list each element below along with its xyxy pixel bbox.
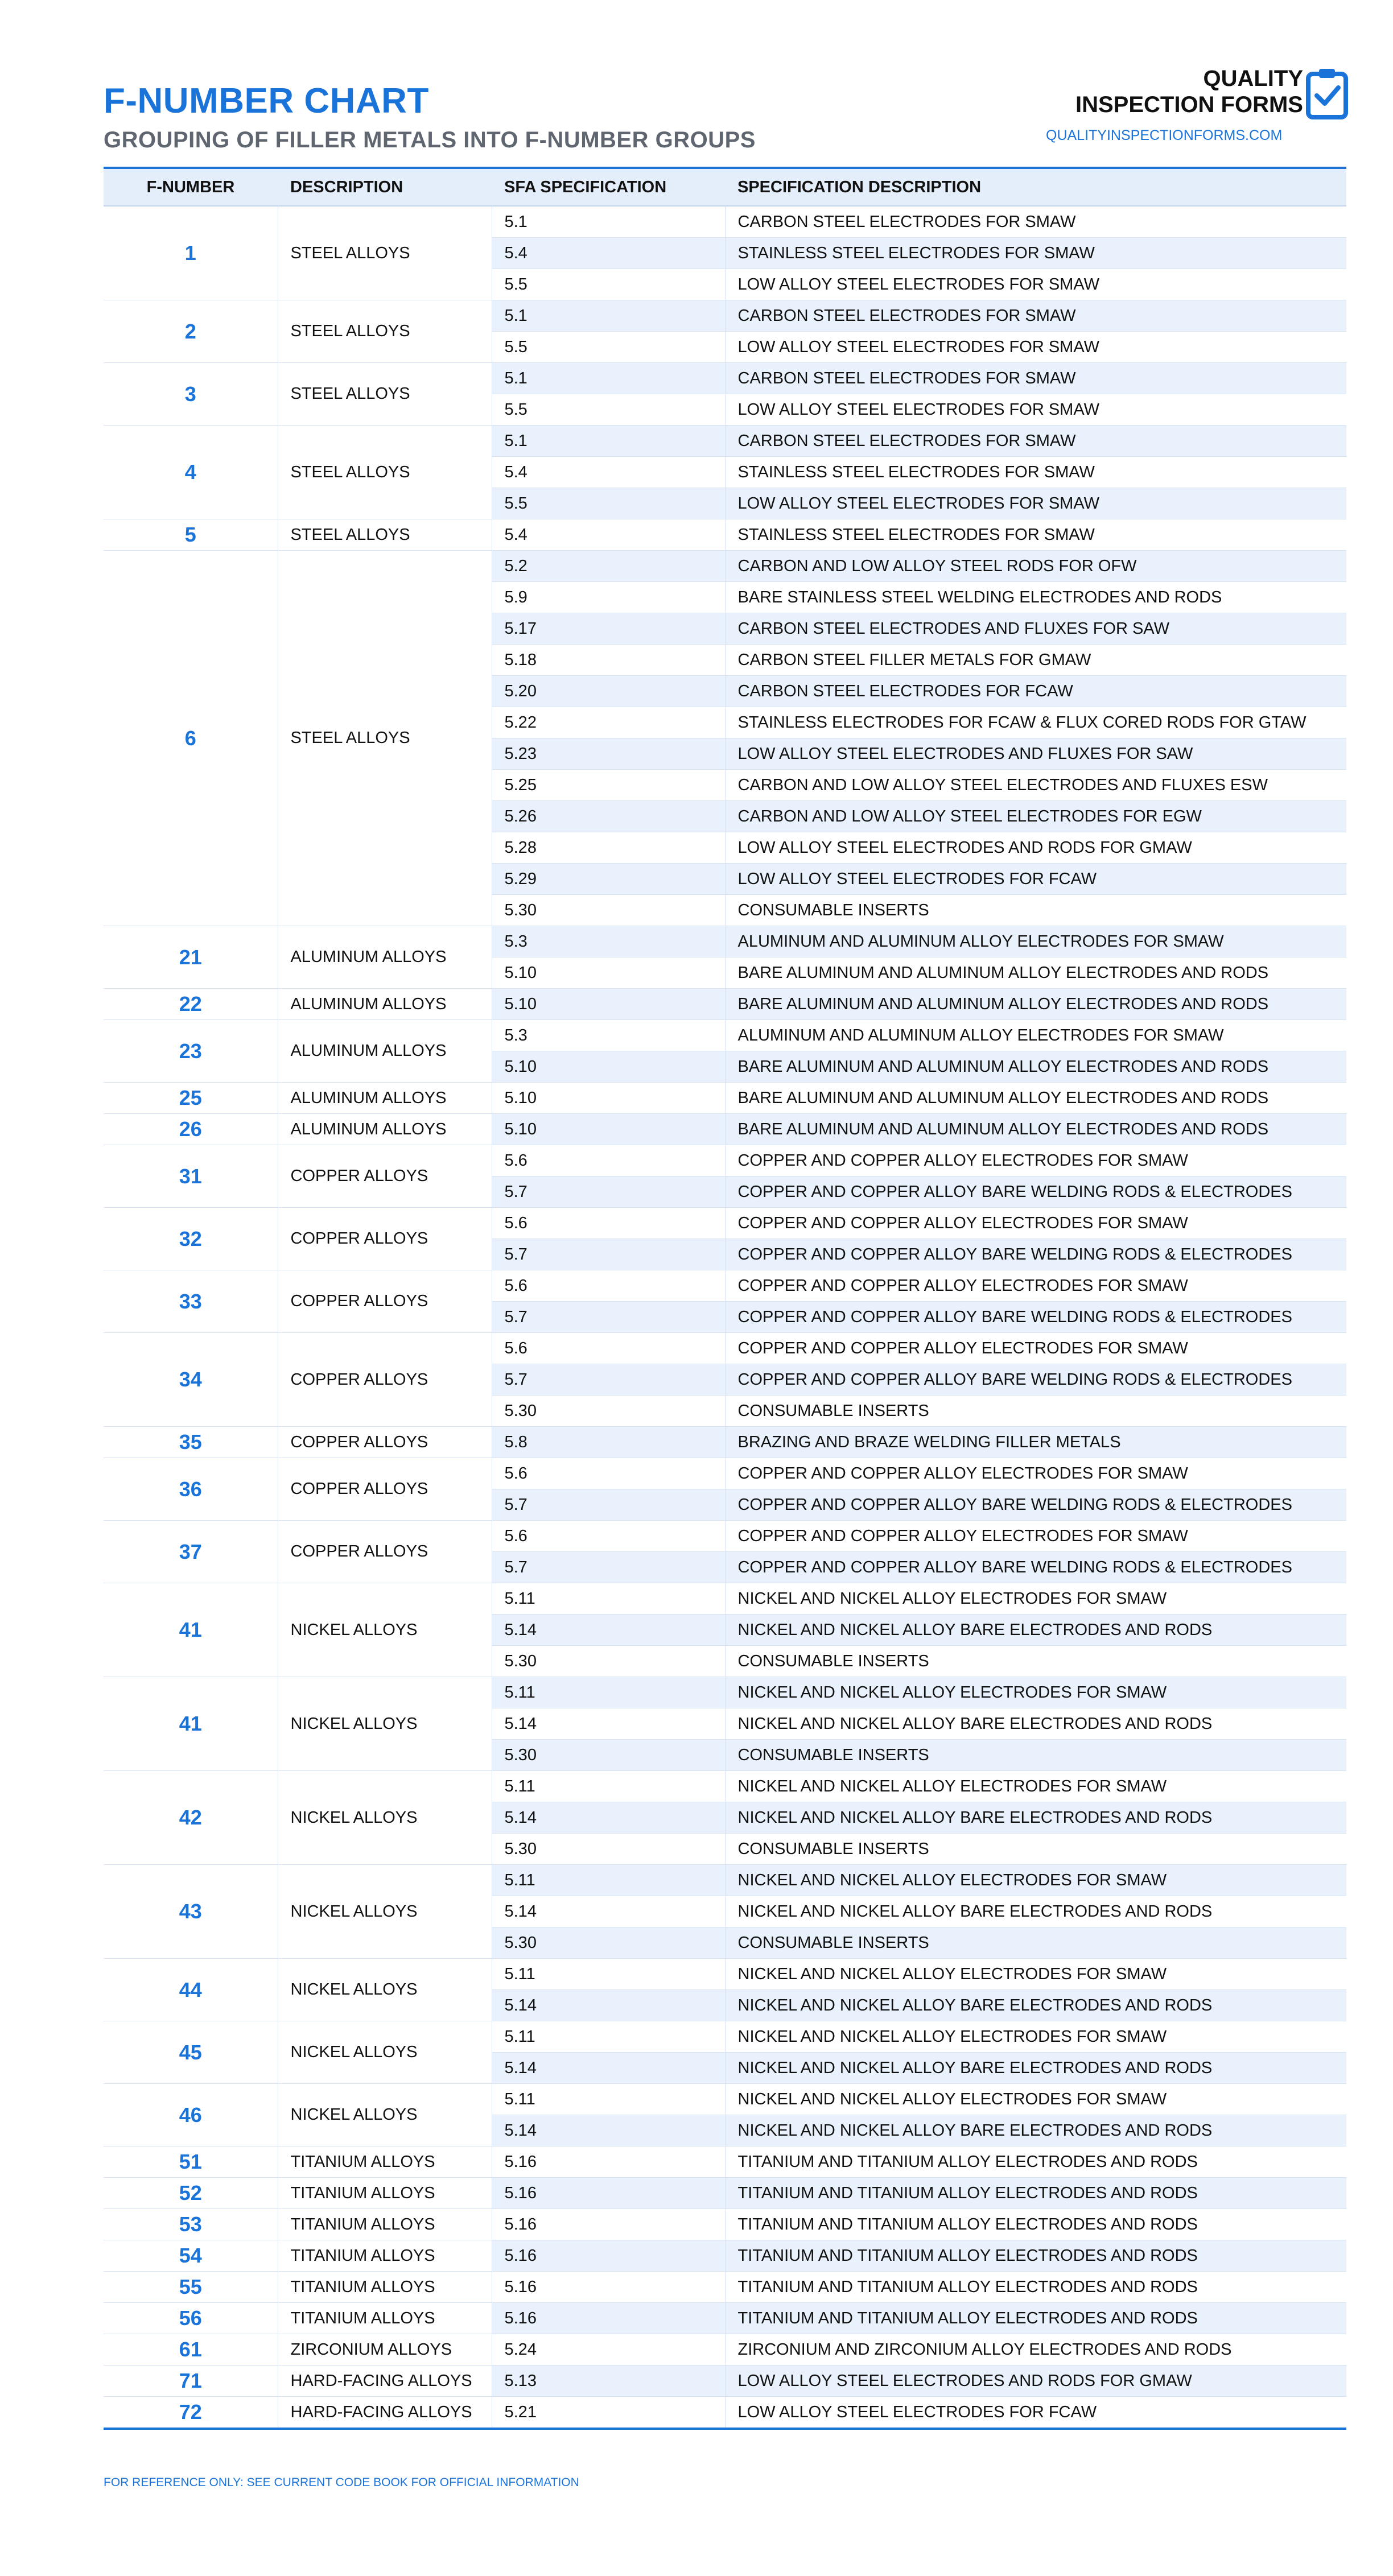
f-number-cell: 45 bbox=[104, 2021, 278, 2084]
f-number-cell: 56 bbox=[104, 2303, 278, 2334]
specification-description-cell: ALUMINUM AND ALUMINUM ALLOY ELECTRODES FOR SMAW bbox=[725, 926, 1346, 957]
sfa-specification-cell: 5.3 bbox=[492, 926, 725, 957]
specification-description-cell: CONSUMABLE INSERTS bbox=[725, 1396, 1346, 1427]
sfa-specification-cell: 5.11 bbox=[492, 1959, 725, 1990]
f-number-cell: 61 bbox=[104, 2334, 278, 2366]
f-number-cell: 55 bbox=[104, 2272, 278, 2303]
specification-description-cell: CARBON AND LOW ALLOY STEEL ELECTRODES AND FLUXES ESW bbox=[725, 770, 1346, 801]
specification-description-cell: COPPER AND COPPER ALLOY ELECTRODES FOR SMAW bbox=[725, 1270, 1346, 1302]
f-number-cell: 53 bbox=[104, 2209, 278, 2240]
f-number-cell: 22 bbox=[104, 989, 278, 1020]
sfa-specification-cell: 5.7 bbox=[492, 1239, 725, 1270]
table-row bbox=[104, 1427, 1346, 1458]
specification-description-cell: TITANIUM AND TITANIUM ALLOY ELECTRODES AND RODS bbox=[725, 2272, 1346, 2303]
description-cell: ALUMINUM ALLOYS bbox=[278, 1114, 492, 1145]
sfa-specification-cell: 5.11 bbox=[492, 1583, 725, 1615]
sfa-specification-cell: 5.14 bbox=[492, 1615, 725, 1646]
description-cell: NICKEL ALLOYS bbox=[278, 1677, 492, 1771]
description-cell: NICKEL ALLOYS bbox=[278, 1959, 492, 2021]
specification-description-cell: NICKEL AND NICKEL ALLOY ELECTRODES FOR SMAW bbox=[725, 1865, 1346, 1896]
specification-description-cell: BARE ALUMINUM AND ALUMINUM ALLOY ELECTRODES AND RODS bbox=[725, 1051, 1346, 1083]
f-number-cell: 52 bbox=[104, 2178, 278, 2209]
f-number-cell: 41 bbox=[104, 1583, 278, 1677]
f-number-table bbox=[104, 167, 1346, 2430]
f-number-cell: 41 bbox=[104, 1677, 278, 1771]
table-row bbox=[104, 1083, 1346, 1114]
description-cell: STEEL ALLOYS bbox=[278, 519, 492, 551]
specification-description-cell: NICKEL AND NICKEL ALLOY BARE ELECTRODES AND RODS bbox=[725, 1802, 1346, 1834]
sfa-specification-cell: 5.5 bbox=[492, 269, 725, 300]
description-cell: HARD-FACING ALLOYS bbox=[278, 2366, 492, 2397]
f-number-cell: 72 bbox=[104, 2397, 278, 2429]
table-row bbox=[104, 1458, 1346, 1489]
specification-description-cell: LOW ALLOY STEEL ELECTRODES AND RODS FOR GMAW bbox=[725, 2366, 1346, 2397]
sfa-specification-cell: 5.30 bbox=[492, 895, 725, 926]
specification-description-cell: COPPER AND COPPER ALLOY ELECTRODES FOR SMAW bbox=[725, 1145, 1346, 1176]
column-header-specification-description: SPECIFICATION DESCRIPTION bbox=[725, 168, 1346, 206]
description-cell: NICKEL ALLOYS bbox=[278, 2084, 492, 2146]
table-row bbox=[104, 2334, 1346, 2366]
table-row bbox=[104, 2366, 1346, 2397]
f-number-cell: 23 bbox=[104, 1020, 278, 1083]
specification-description-cell: TITANIUM AND TITANIUM ALLOY ELECTRODES AND RODS bbox=[725, 2303, 1346, 2334]
sfa-specification-cell: 5.16 bbox=[492, 2209, 725, 2240]
sfa-specification-cell: 5.6 bbox=[492, 1270, 725, 1302]
table-row bbox=[104, 2272, 1346, 2303]
f-number-cell: 54 bbox=[104, 2240, 278, 2272]
specification-description-cell: LOW ALLOY STEEL ELECTRODES FOR SMAW bbox=[725, 488, 1346, 519]
sfa-specification-cell: 5.8 bbox=[492, 1427, 725, 1458]
page-subtitle: GROUPING OF FILLER METALS INTO F-NUMBER GROUPS bbox=[104, 127, 756, 152]
f-number-cell: 43 bbox=[104, 1865, 278, 1959]
specification-description-cell: BARE ALUMINUM AND ALUMINUM ALLOY ELECTRODES AND RODS bbox=[725, 957, 1346, 989]
sfa-specification-cell: 5.7 bbox=[492, 1364, 725, 1396]
sfa-specification-cell: 5.30 bbox=[492, 1927, 725, 1959]
description-cell: ALUMINUM ALLOYS bbox=[278, 926, 492, 989]
sfa-specification-cell: 5.30 bbox=[492, 1646, 725, 1677]
description-cell: HARD-FACING ALLOYS bbox=[278, 2397, 492, 2429]
table-row bbox=[104, 2084, 1346, 2115]
description-cell: ZIRCONIUM ALLOYS bbox=[278, 2334, 492, 2366]
table-row bbox=[104, 1521, 1346, 1552]
description-cell: ALUMINUM ALLOYS bbox=[278, 1083, 492, 1114]
sfa-specification-cell: 5.30 bbox=[492, 1834, 725, 1865]
sfa-specification-cell: 5.10 bbox=[492, 1083, 725, 1114]
footer-note: FOR REFERENCE ONLY: SEE CURRENT CODE BOOK FOR OFFICIAL INFORMATION bbox=[104, 2476, 579, 2489]
sfa-specification-cell: 5.11 bbox=[492, 2021, 725, 2053]
description-cell: STEEL ALLOYS bbox=[278, 426, 492, 519]
sfa-specification-cell: 5.30 bbox=[492, 1396, 725, 1427]
f-number-cell: 1 bbox=[104, 206, 278, 300]
f-number-table-container bbox=[104, 167, 1346, 2430]
f-number-cell: 32 bbox=[104, 1208, 278, 1270]
table-row bbox=[104, 1959, 1346, 1990]
page-title: F-NUMBER CHART bbox=[104, 81, 429, 121]
table-row bbox=[104, 2303, 1346, 2334]
sfa-specification-cell: 5.7 bbox=[492, 1176, 725, 1208]
description-cell: STEEL ALLOYS bbox=[278, 300, 492, 363]
sfa-specification-cell: 5.17 bbox=[492, 613, 725, 645]
table-row bbox=[104, 1114, 1346, 1145]
sfa-specification-cell: 5.7 bbox=[492, 1489, 725, 1521]
sfa-specification-cell: 5.10 bbox=[492, 989, 725, 1020]
specification-description-cell: COPPER AND COPPER ALLOY BARE WELDING RODS & ELECTRODES bbox=[725, 1239, 1346, 1270]
specification-description-cell: TITANIUM AND TITANIUM ALLOY ELECTRODES AND RODS bbox=[725, 2146, 1346, 2178]
sfa-specification-cell: 5.10 bbox=[492, 1114, 725, 1145]
description-cell: NICKEL ALLOYS bbox=[278, 2021, 492, 2084]
specification-description-cell: CARBON STEEL ELECTRODES AND FLUXES FOR SAW bbox=[725, 613, 1346, 645]
specification-description-cell: TITANIUM AND TITANIUM ALLOY ELECTRODES AND RODS bbox=[725, 2209, 1346, 2240]
specification-description-cell: BARE ALUMINUM AND ALUMINUM ALLOY ELECTRODES AND RODS bbox=[725, 1083, 1346, 1114]
sfa-specification-cell: 5.10 bbox=[492, 957, 725, 989]
description-cell: STEEL ALLOYS bbox=[278, 551, 492, 926]
description-cell: TITANIUM ALLOYS bbox=[278, 2209, 492, 2240]
specification-description-cell: CONSUMABLE INSERTS bbox=[725, 1927, 1346, 1959]
description-cell: COPPER ALLOYS bbox=[278, 1521, 492, 1583]
specification-description-cell: NICKEL AND NICKEL ALLOY BARE ELECTRODES AND RODS bbox=[725, 2115, 1346, 2146]
specification-description-cell: LOW ALLOY STEEL ELECTRODES FOR SMAW bbox=[725, 394, 1346, 426]
sfa-specification-cell: 5.18 bbox=[492, 645, 725, 676]
specification-description-cell: NICKEL AND NICKEL ALLOY BARE ELECTRODES AND RODS bbox=[725, 2053, 1346, 2084]
sfa-specification-cell: 5.20 bbox=[492, 676, 725, 707]
sfa-specification-cell: 5.6 bbox=[492, 1458, 725, 1489]
sfa-specification-cell: 5.16 bbox=[492, 2303, 725, 2334]
sfa-specification-cell: 5.10 bbox=[492, 1051, 725, 1083]
specification-description-cell: NICKEL AND NICKEL ALLOY BARE ELECTRODES AND RODS bbox=[725, 1896, 1346, 1927]
sfa-specification-cell: 5.29 bbox=[492, 864, 725, 895]
table-row bbox=[104, 1270, 1346, 1302]
f-number-cell: 33 bbox=[104, 1270, 278, 1333]
description-cell: STEEL ALLOYS bbox=[278, 363, 492, 426]
table-row bbox=[104, 926, 1346, 957]
brand-url-link[interactable]: QUALITYINSPECTIONFORMS.COM bbox=[1046, 127, 1283, 143]
sfa-specification-cell: 5.11 bbox=[492, 2084, 725, 2115]
f-number-cell: 46 bbox=[104, 2084, 278, 2146]
clipboard-check-icon bbox=[1305, 67, 1349, 119]
sfa-specification-cell: 5.14 bbox=[492, 2053, 725, 2084]
sfa-specification-cell: 5.21 bbox=[492, 2397, 725, 2429]
specification-description-cell: COPPER AND COPPER ALLOY ELECTRODES FOR SMAW bbox=[725, 1333, 1346, 1364]
specification-description-cell: NICKEL AND NICKEL ALLOY BARE ELECTRODES AND RODS bbox=[725, 1990, 1346, 2021]
table-row bbox=[104, 1020, 1346, 1051]
sfa-specification-cell: 5.23 bbox=[492, 738, 725, 770]
table-row bbox=[104, 519, 1346, 551]
table-row bbox=[104, 989, 1346, 1020]
sfa-specification-cell: 5.16 bbox=[492, 2240, 725, 2272]
description-cell: TITANIUM ALLOYS bbox=[278, 2303, 492, 2334]
specification-description-cell: NICKEL AND NICKEL ALLOY ELECTRODES FOR SMAW bbox=[725, 1583, 1346, 1615]
description-cell: STEEL ALLOYS bbox=[278, 206, 492, 300]
sfa-specification-cell: 5.28 bbox=[492, 832, 725, 864]
f-number-cell: 37 bbox=[104, 1521, 278, 1583]
specification-description-cell: COPPER AND COPPER ALLOY BARE WELDING RODS & ELECTRODES bbox=[725, 1489, 1346, 1521]
specification-description-cell: BARE ALUMINUM AND ALUMINUM ALLOY ELECTRODES AND RODS bbox=[725, 989, 1346, 1020]
sfa-specification-cell: 5.2 bbox=[492, 551, 725, 582]
specification-description-cell: LOW ALLOY STEEL ELECTRODES FOR FCAW bbox=[725, 2397, 1346, 2429]
sfa-specification-cell: 5.4 bbox=[492, 519, 725, 551]
specification-description-cell: COPPER AND COPPER ALLOY ELECTRODES FOR SMAW bbox=[725, 1208, 1346, 1239]
sfa-specification-cell: 5.16 bbox=[492, 2178, 725, 2209]
sfa-specification-cell: 5.13 bbox=[492, 2366, 725, 2397]
specification-description-cell: TITANIUM AND TITANIUM ALLOY ELECTRODES AND RODS bbox=[725, 2240, 1346, 2272]
description-cell: TITANIUM ALLOYS bbox=[278, 2272, 492, 2303]
table-row bbox=[104, 1583, 1346, 1615]
f-number-cell: 3 bbox=[104, 363, 278, 426]
specification-description-cell: NICKEL AND NICKEL ALLOY ELECTRODES FOR SMAW bbox=[725, 2084, 1346, 2115]
table-row bbox=[104, 426, 1346, 457]
table-row bbox=[104, 2240, 1346, 2272]
sfa-specification-cell: 5.14 bbox=[492, 1802, 725, 1834]
sfa-specification-cell: 5.6 bbox=[492, 1145, 725, 1176]
specification-description-cell: BARE ALUMINUM AND ALUMINUM ALLOY ELECTRODES AND RODS bbox=[725, 1114, 1346, 1145]
specification-description-cell: NICKEL AND NICKEL ALLOY BARE ELECTRODES AND RODS bbox=[725, 1615, 1346, 1646]
specification-description-cell: CARBON STEEL ELECTRODES FOR FCAW bbox=[725, 676, 1346, 707]
specification-description-cell: LOW ALLOY STEEL ELECTRODES AND RODS FOR GMAW bbox=[725, 832, 1346, 864]
table-row bbox=[104, 300, 1346, 332]
f-number-cell: 5 bbox=[104, 519, 278, 551]
f-number-cell: 35 bbox=[104, 1427, 278, 1458]
specification-description-cell: CARBON STEEL ELECTRODES FOR SMAW bbox=[725, 363, 1346, 394]
f-number-cell: 51 bbox=[104, 2146, 278, 2178]
sfa-specification-cell: 5.1 bbox=[492, 426, 725, 457]
sfa-specification-cell: 5.14 bbox=[492, 1708, 725, 1740]
description-cell: TITANIUM ALLOYS bbox=[278, 2146, 492, 2178]
description-cell: NICKEL ALLOYS bbox=[278, 1865, 492, 1959]
description-cell: COPPER ALLOYS bbox=[278, 1458, 492, 1521]
specification-description-cell: CONSUMABLE INSERTS bbox=[725, 1834, 1346, 1865]
sfa-specification-cell: 5.5 bbox=[492, 332, 725, 363]
f-number-cell: 6 bbox=[104, 551, 278, 926]
f-number-cell: 36 bbox=[104, 1458, 278, 1521]
specification-description-cell: STAINLESS STEEL ELECTRODES FOR SMAW bbox=[725, 238, 1346, 269]
description-cell: COPPER ALLOYS bbox=[278, 1270, 492, 1333]
table-row bbox=[104, 363, 1346, 394]
f-number-cell: 21 bbox=[104, 926, 278, 989]
specification-description-cell: BRAZING AND BRAZE WELDING FILLER METALS bbox=[725, 1427, 1346, 1458]
specification-description-cell: CARBON STEEL FILLER METALS FOR GMAW bbox=[725, 645, 1346, 676]
description-cell: TITANIUM ALLOYS bbox=[278, 2178, 492, 2209]
specification-description-cell: COPPER AND COPPER ALLOY ELECTRODES FOR SMAW bbox=[725, 1458, 1346, 1489]
specification-description-cell: CARBON AND LOW ALLOY STEEL RODS FOR OFW bbox=[725, 551, 1346, 582]
f-number-cell: 34 bbox=[104, 1333, 278, 1427]
sfa-specification-cell: 5.5 bbox=[492, 394, 725, 426]
sfa-specification-cell: 5.4 bbox=[492, 457, 725, 488]
sfa-specification-cell: 5.16 bbox=[492, 2146, 725, 2178]
table-row bbox=[104, 206, 1346, 238]
specification-description-cell: LOW ALLOY STEEL ELECTRODES FOR SMAW bbox=[725, 269, 1346, 300]
specification-description-cell: COPPER AND COPPER ALLOY ELECTRODES FOR SMAW bbox=[725, 1521, 1346, 1552]
specification-description-cell: CONSUMABLE INSERTS bbox=[725, 1646, 1346, 1677]
specification-description-cell: COPPER AND COPPER ALLOY BARE WELDING RODS & ELECTRODES bbox=[725, 1364, 1346, 1396]
specification-description-cell: NICKEL AND NICKEL ALLOY ELECTRODES FOR SMAW bbox=[725, 1959, 1346, 1990]
table-row bbox=[104, 1333, 1346, 1364]
specification-description-cell: NICKEL AND NICKEL ALLOY ELECTRODES FOR SMAW bbox=[725, 1677, 1346, 1708]
sfa-specification-cell: 5.7 bbox=[492, 1302, 725, 1333]
sfa-specification-cell: 5.24 bbox=[492, 2334, 725, 2366]
sfa-specification-cell: 5.25 bbox=[492, 770, 725, 801]
description-cell: COPPER ALLOYS bbox=[278, 1333, 492, 1427]
f-number-cell: 26 bbox=[104, 1114, 278, 1145]
specification-description-cell: ZIRCONIUM AND ZIRCONIUM ALLOY ELECTRODES AND RODS bbox=[725, 2334, 1346, 2366]
specification-description-cell: CARBON STEEL ELECTRODES FOR SMAW bbox=[725, 300, 1346, 332]
brand-name-line1: QUALITY bbox=[1203, 66, 1303, 91]
table-header-row bbox=[104, 168, 1346, 206]
sfa-specification-cell: 5.7 bbox=[492, 1552, 725, 1583]
specification-description-cell: LOW ALLOY STEEL ELECTRODES AND FLUXES FOR SAW bbox=[725, 738, 1346, 770]
sfa-specification-cell: 5.16 bbox=[492, 2272, 725, 2303]
table-row bbox=[104, 1865, 1346, 1896]
brand-name-line2: INSPECTION FORMS bbox=[1075, 92, 1303, 117]
sfa-specification-cell: 5.6 bbox=[492, 1521, 725, 1552]
column-header-sfa-specification: SFA SPECIFICATION bbox=[492, 168, 725, 206]
sfa-specification-cell: 5.5 bbox=[492, 488, 725, 519]
sfa-specification-cell: 5.11 bbox=[492, 1677, 725, 1708]
specification-description-cell: NICKEL AND NICKEL ALLOY ELECTRODES FOR SMAW bbox=[725, 2021, 1346, 2053]
f-number-cell: 44 bbox=[104, 1959, 278, 2021]
f-number-cell: 71 bbox=[104, 2366, 278, 2397]
table-row bbox=[104, 2146, 1346, 2178]
table-row bbox=[104, 1208, 1346, 1239]
specification-description-cell: COPPER AND COPPER ALLOY BARE WELDING RODS & ELECTRODES bbox=[725, 1302, 1346, 1333]
description-cell: TITANIUM ALLOYS bbox=[278, 2240, 492, 2272]
specification-description-cell: LOW ALLOY STEEL ELECTRODES FOR SMAW bbox=[725, 332, 1346, 363]
description-cell: ALUMINUM ALLOYS bbox=[278, 989, 492, 1020]
description-cell: COPPER ALLOYS bbox=[278, 1427, 492, 1458]
sfa-specification-cell: 5.14 bbox=[492, 1990, 725, 2021]
sfa-specification-cell: 5.30 bbox=[492, 1740, 725, 1771]
specification-description-cell: ALUMINUM AND ALUMINUM ALLOY ELECTRODES FOR SMAW bbox=[725, 1020, 1346, 1051]
table-row bbox=[104, 1771, 1346, 1802]
column-header-f-number: F-NUMBER bbox=[104, 168, 278, 206]
sfa-specification-cell: 5.9 bbox=[492, 582, 725, 613]
table-body bbox=[104, 206, 1346, 2429]
sfa-specification-cell: 5.11 bbox=[492, 1865, 725, 1896]
f-number-cell: 2 bbox=[104, 300, 278, 363]
specification-description-cell: COPPER AND COPPER ALLOY BARE WELDING RODS & ELECTRODES bbox=[725, 1552, 1346, 1583]
table-row bbox=[104, 2209, 1346, 2240]
table-row bbox=[104, 2021, 1346, 2053]
sfa-specification-cell: 5.14 bbox=[492, 1896, 725, 1927]
table-row bbox=[104, 2178, 1346, 2209]
f-number-cell: 31 bbox=[104, 1145, 278, 1208]
specification-description-cell: TITANIUM AND TITANIUM ALLOY ELECTRODES AND RODS bbox=[725, 2178, 1346, 2209]
specification-description-cell: BARE STAINLESS STEEL WELDING ELECTRODES AND RODS bbox=[725, 582, 1346, 613]
sfa-specification-cell: 5.4 bbox=[492, 238, 725, 269]
specification-description-cell: NICKEL AND NICKEL ALLOY ELECTRODES FOR SMAW bbox=[725, 1771, 1346, 1802]
specification-description-cell: CONSUMABLE INSERTS bbox=[725, 1740, 1346, 1771]
sfa-specification-cell: 5.6 bbox=[492, 1208, 725, 1239]
sfa-specification-cell: 5.11 bbox=[492, 1771, 725, 1802]
specification-description-cell: COPPER AND COPPER ALLOY BARE WELDING RODS & ELECTRODES bbox=[725, 1176, 1346, 1208]
sfa-specification-cell: 5.14 bbox=[492, 2115, 725, 2146]
sfa-specification-cell: 5.3 bbox=[492, 1020, 725, 1051]
description-cell: COPPER ALLOYS bbox=[278, 1145, 492, 1208]
description-cell: NICKEL ALLOYS bbox=[278, 1583, 492, 1677]
description-cell: COPPER ALLOYS bbox=[278, 1208, 492, 1270]
description-cell: ALUMINUM ALLOYS bbox=[278, 1020, 492, 1083]
description-cell: NICKEL ALLOYS bbox=[278, 1771, 492, 1865]
sfa-specification-cell: 5.1 bbox=[492, 363, 725, 394]
specification-description-cell: NICKEL AND NICKEL ALLOY BARE ELECTRODES AND RODS bbox=[725, 1708, 1346, 1740]
specification-description-cell: CARBON STEEL ELECTRODES FOR SMAW bbox=[725, 426, 1346, 457]
f-number-cell: 4 bbox=[104, 426, 278, 519]
specification-description-cell: CONSUMABLE INSERTS bbox=[725, 895, 1346, 926]
f-number-cell: 42 bbox=[104, 1771, 278, 1865]
sfa-specification-cell: 5.22 bbox=[492, 707, 725, 738]
column-header-description: DESCRIPTION bbox=[278, 168, 492, 206]
specification-description-cell: STAINLESS STEEL ELECTRODES FOR SMAW bbox=[725, 519, 1346, 551]
table-row bbox=[104, 2397, 1346, 2429]
specification-description-cell: STAINLESS ELECTRODES FOR FCAW & FLUX CORED RODS FOR GTAW bbox=[725, 707, 1346, 738]
specification-description-cell: CARBON STEEL ELECTRODES FOR SMAW bbox=[725, 206, 1346, 238]
table-row bbox=[104, 1145, 1346, 1176]
brand-logo[interactable] bbox=[1041, 64, 1349, 155]
table-row bbox=[104, 551, 1346, 582]
table-row bbox=[104, 1677, 1346, 1708]
specification-description-cell: CARBON AND LOW ALLOY STEEL ELECTRODES FOR EGW bbox=[725, 801, 1346, 832]
specification-description-cell: LOW ALLOY STEEL ELECTRODES FOR FCAW bbox=[725, 864, 1346, 895]
sfa-specification-cell: 5.26 bbox=[492, 801, 725, 832]
specification-description-cell: STAINLESS STEEL ELECTRODES FOR SMAW bbox=[725, 457, 1346, 488]
sfa-specification-cell: 5.1 bbox=[492, 300, 725, 332]
sfa-specification-cell: 5.1 bbox=[492, 206, 725, 238]
sfa-specification-cell: 5.6 bbox=[492, 1333, 725, 1364]
f-number-cell: 25 bbox=[104, 1083, 278, 1114]
